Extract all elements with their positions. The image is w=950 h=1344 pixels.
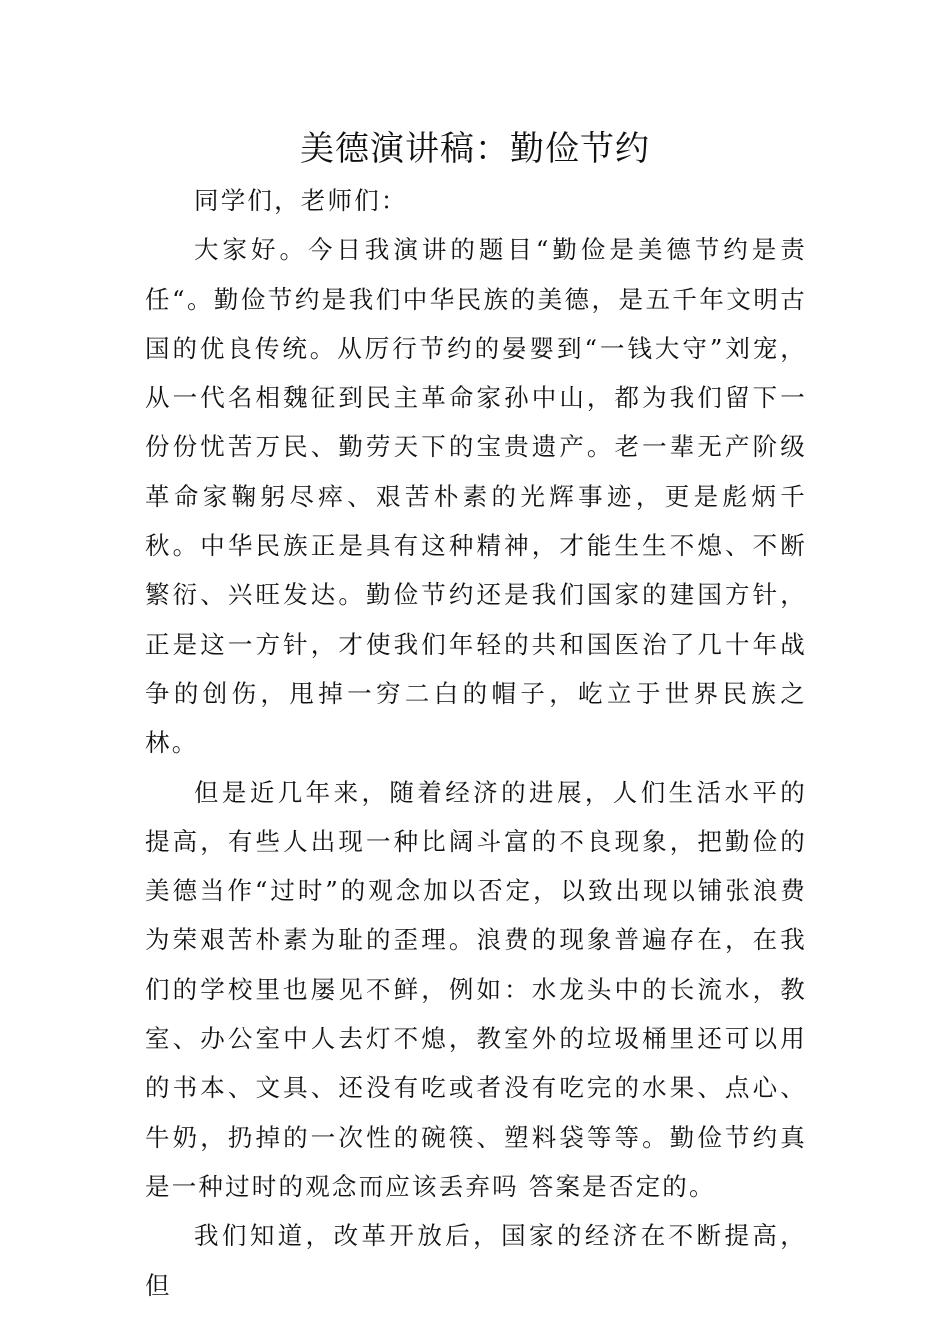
salutation-paragraph: 同学们，老师们：: [194, 186, 408, 215]
body-paragraph: 我们知道，改革开放后，国家的经济在不断提高，但: [145, 1221, 807, 1300]
body-paragraph: 大家好。今日我演讲的题目“勤俭是美德节约是责任“。勤俭节约是我们中华民族的美德，是五千年文明古国的优良传统。从厉行节约的晏婴到“一钱大守”刘宠，从一代名相魏征到民主革命家孙中山，都为我们留下一份份忧苦万民、勤劳天下的宝贵遗产。老一辈无产阶级革命家鞠躬尽瘁、艰苦朴素的光辉事迹，更是彪炳千秋。中华民族正是具有这种精神，才能生生不熄、不断繁衍、兴旺发达。勤俭节约还是我们国家的建国方针，正是这一方针，才使我们年轻的共和国医治了几十年战争的创伤，甩掉一穷二白的帽子，屹立于世界民族之林。: [145, 235, 807, 758]
document-title: 美德演讲稿：勤俭节约: [300, 129, 650, 169]
document-body: [145, 176, 807, 1310]
body-paragraph: 但是近几年来，随着经济的进展，人们生活水平的提高，有些人出现一种比阔斗富的不良现象，把勤俭的美德当作“过时”的观念加以否定，以致出现以铺张浪费为荣艰苦朴素为耻的歪理。浪费的现象普遍存在，在我们的学校里也屡见不鲜，例如：水龙头中的长流水，教室、办公室中人去灯不熄，教室外的垃圾桶里还可以用的书本、文具、还没有吃或者没有吃完的水果、点心、牛奶，扔掉的一次性的碗筷、塑料袋等等。勤俭节约真是一种过时的观念而应该丢弃吗 答案是否定的。: [145, 777, 807, 1201]
